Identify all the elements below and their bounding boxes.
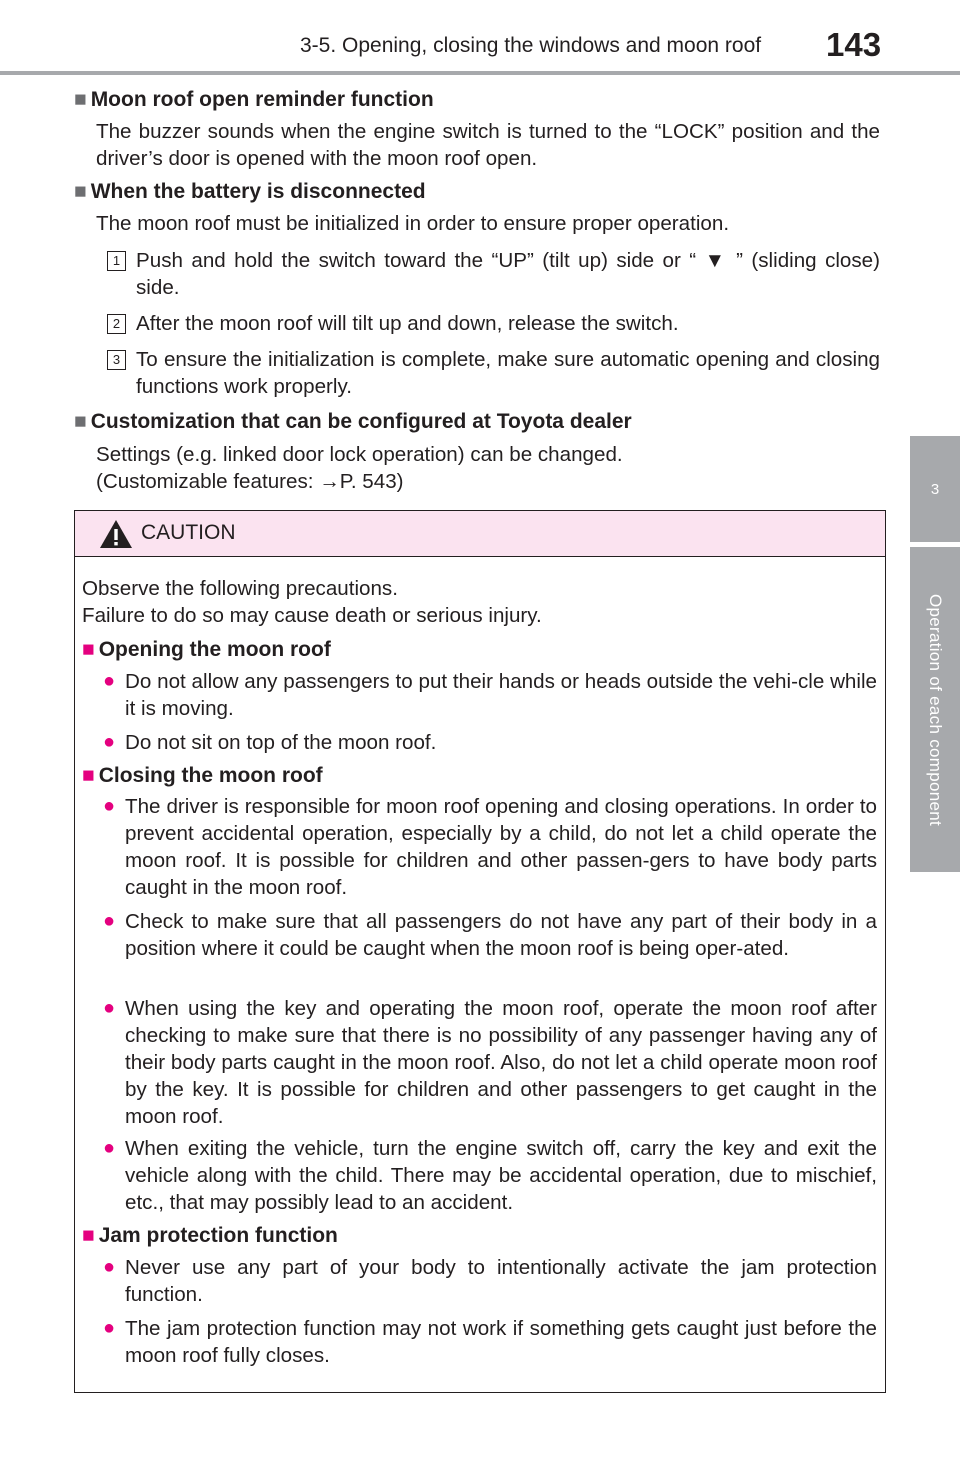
square-bullet-icon: ■ (74, 410, 87, 433)
step-number-2: 2 (107, 314, 126, 334)
circle-bullet-icon: ● (103, 910, 116, 932)
caution-heading-text: Opening the moon roof (98, 638, 331, 661)
caution-heading-text: Closing the moon roof (98, 764, 323, 787)
circle-bullet-icon: ● (103, 1317, 116, 1339)
square-bullet-icon: ■ (82, 764, 95, 787)
step-text-3: To ensure the initialization is complete, make sure automatic opening and closing functions work properly. (136, 348, 880, 398)
square-bullet-icon: ■ (82, 638, 95, 661)
section-heading-customization (74, 410, 632, 434)
chapter-tab-number: 3 (910, 436, 960, 542)
square-bullet-icon: ■ (74, 180, 87, 203)
caution-heading-closing (82, 764, 323, 788)
caution-bullet-text: The driver is responsible for moon roof opening and closing operations. In order to prevent accidental operation, especially by a child, do not let a child operate the moon roof. It is possible for children and other passen-gers to have body parts caught in the moon roof. (125, 795, 877, 899)
section-heading-reminder (74, 88, 434, 112)
caution-header (75, 511, 885, 557)
step-number-3: 3 (107, 350, 126, 370)
section-heading-battery (74, 180, 426, 204)
running-header-title: 3-5. Opening, closing the windows and moon roof (300, 34, 762, 57)
circle-bullet-icon: ● (103, 1256, 116, 1278)
caution-box (74, 510, 886, 1393)
square-bullet-icon: ■ (82, 1224, 95, 1247)
caution-intro-line2: Failure to do so may cause death or serious injury. (82, 604, 542, 627)
circle-bullet-icon: ● (103, 997, 116, 1019)
circle-bullet-icon: ● (103, 795, 116, 817)
caution-heading-jam (82, 1224, 338, 1248)
section-heading-text: Moon roof open reminder function (90, 88, 434, 111)
header-rule (0, 71, 960, 75)
chapter-tab-label: Operation of each component (926, 593, 945, 826)
page-number: 143 (826, 26, 882, 63)
step-number-1: 1 (107, 251, 126, 271)
caution-heading-opening (82, 638, 331, 662)
caution-bullet-text: Check to make sure that all passengers do not have any part of their body in a position where it could be caught when the moon roof is being oper-ated. (125, 910, 877, 960)
section-text-reminder: The buzzer sounds when the engine switch is turned to the “LOCK” position and the driver’s door is opened with the moon roof open. (96, 120, 880, 170)
section-text-battery: The moon roof must be initialized in order to ensure proper operation. (96, 212, 730, 235)
step-text-1: Push and hold the switch toward the “UP” (tilt up) side or “ ▼ ” (sliding close) side. (136, 249, 880, 299)
circle-bullet-icon: ● (103, 1137, 116, 1159)
caution-intro-line1: Observe the following precautions. (82, 577, 398, 600)
caution-bullet-text: Do not sit on top of the moon roof. (125, 731, 437, 754)
section-text-customization-1: Settings (e.g. linked door lock operation) can be changed. (96, 443, 623, 466)
caution-bullet-text: When exiting the vehicle, turn the engine switch off, carry the key and exit the vehicle along with the child. There may be accidental operation, due to mischief, etc., that may possibly lead to an accident. (125, 1137, 877, 1214)
caution-bullet-text: Never use any part of your body to intentionally activate the jam protection function. (125, 1256, 877, 1306)
section-text-customization-2: (Customizable features: →P. 543) (96, 470, 404, 493)
circle-bullet-icon: ● (103, 731, 116, 753)
section-heading-text: Customization that can be configured at Toyota dealer (90, 410, 632, 433)
caution-bullet-text: The jam protection function may not work if something gets caught just before the moon roof fully closes. (125, 1317, 877, 1367)
circle-bullet-icon: ● (103, 670, 116, 692)
chapter-tab-label-box (910, 547, 960, 872)
caution-bullet-text: When using the key and operating the moon roof, operate the moon roof after checking to make sure that there is no possibility of any passenger having any of their body parts caught in the moon roof. Also, do not let a child operate moon roof by the key. It is possible for children and other passengers to get caught in the moon roof. (125, 997, 877, 1128)
square-bullet-icon: ■ (74, 88, 87, 111)
caution-heading-text: Jam protection function (98, 1224, 338, 1247)
caution-bullet-text: Do not allow any passengers to put their hands or heads outside the vehi-cle while it is moving. (125, 670, 877, 720)
caution-title: CAUTION (141, 521, 236, 544)
section-heading-text: When the battery is disconnected (90, 180, 426, 203)
step-text-2: After the moon roof will tilt up and down, release the switch. (136, 312, 679, 335)
warning-triangle-icon (99, 519, 133, 549)
